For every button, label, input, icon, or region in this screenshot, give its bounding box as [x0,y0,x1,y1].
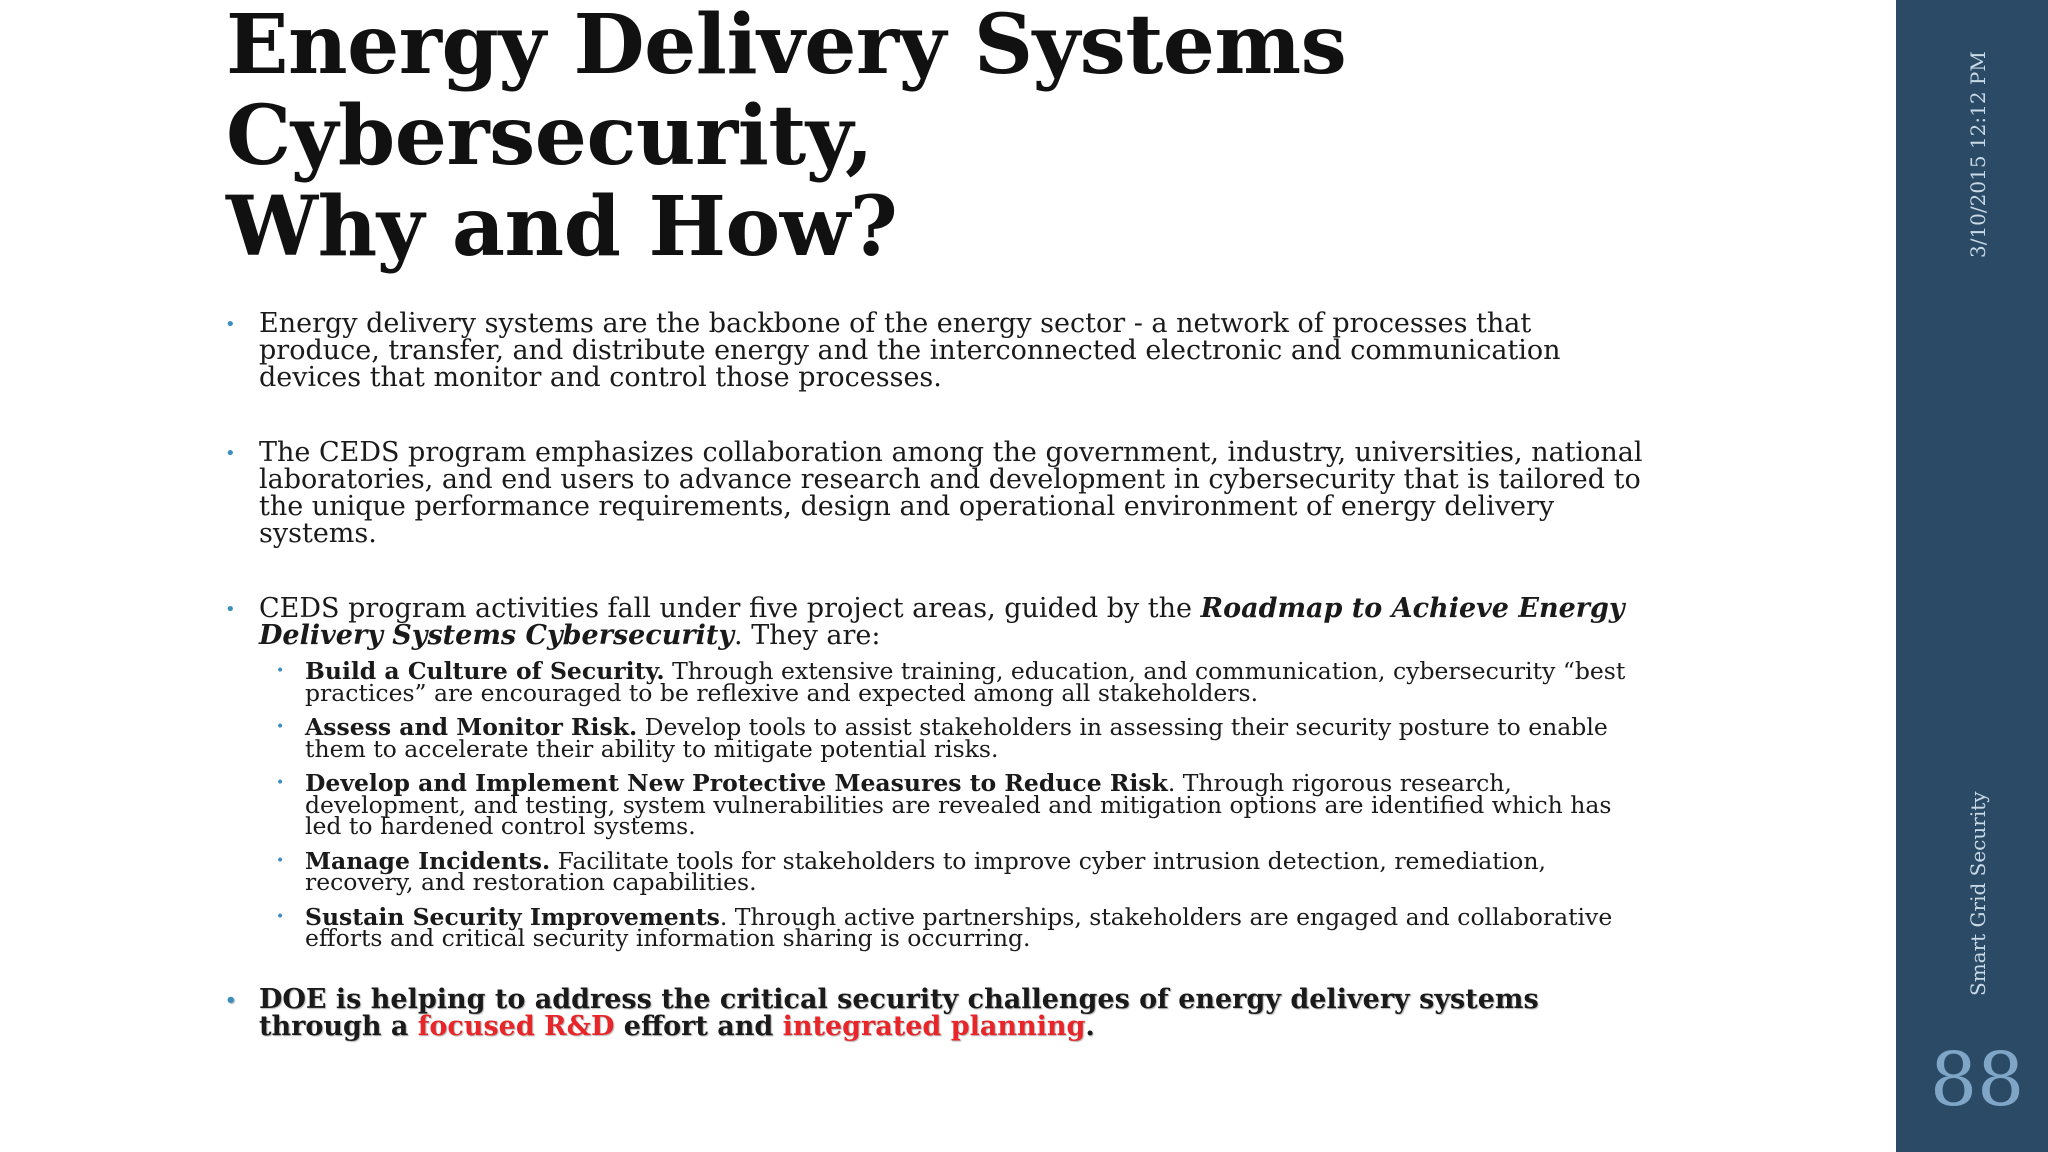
project-area-description: Facilitate tools for stakeholders to improve cyber intrusion detection, remediation, recovery, and restoration capabilities. [305,846,1546,896]
bullet-marker-icon: • [225,989,237,1011]
emphasis-focused-rd: focused R&D [417,1010,615,1042]
list-item [220,902,1650,952]
bullet-collaboration [220,439,1650,547]
project-area-description: Through extensive training, education, and communication, cybersecurity “best practices” are encouraged to be reflexive and expected among all stakeholders. [305,657,1626,707]
roadmap-title: Roadmap to Achieve Energy Delivery Systems Cybersecurity [259,593,1625,651]
bullet-text-prefix: CEDS program activities fall under five project areas, guided by the [259,593,1201,624]
project-area-name: Develop and Implement New Protective Measures to Reduce Risk [305,769,1168,797]
project-area-name: Assess and Monitor Risk. [305,713,638,741]
project-area-description: . Through rigorous research, development, and testing, system vulnerabilities are revealed and mitigation options are identified which has led to hardened control systems. [305,769,1612,840]
bullet-marker-icon: • [225,599,236,620]
summary-prefix: DOE is helping to address the critical security challenges of energy delivery systems through a [259,983,1539,1042]
sub-bullet-marker-icon: • [276,908,285,925]
project-area-name: Manage Incidents. [305,846,551,875]
slide-body [220,310,1650,1040]
list-item [220,657,1650,707]
list-item [220,846,1650,896]
list-item [220,713,1650,763]
summary-middle: effort and [614,1010,783,1042]
emphasis-integrated-planning: integrated planning [782,1010,1086,1042]
slide-date: 3/10/2015 12:12 PM [1966,51,1990,258]
project-area-description: . Through active partnerships, stakeholders are engaged and collaborative efforts and critical security information sharing is occurring. [305,902,1613,952]
slide-footer: Smart Grid Security [1966,791,1990,996]
page-number: 88 [1930,1037,2025,1123]
bullet-text: The CEDS program emphasizes collaboration among the government, industry, universities, national laboratories, and end users to advance research and development in cybersecurity that is tailored to the unique performance requirements, design and operational environment of energy delivery systems. [259,437,1643,549]
bullet-marker-icon: • [225,443,236,464]
sub-bullet-marker-icon: • [276,719,285,735]
sub-bullet-marker-icon: • [276,775,285,791]
project-area-list [220,657,1650,952]
bullet-text: Energy delivery systems are the backbone of the energy sector - a network of processes that produce, transfer, and distribute energy and the interconnected electronic and communication devices that monitor and control those processes. [259,308,1561,393]
summary-suffix: . [1085,1010,1095,1042]
sub-bullet-marker-icon: • [276,852,285,869]
project-area-name: Build a Culture of Security. [305,657,665,685]
bullet-doe-summary [220,983,1650,1042]
project-area-description: Develop tools to assist stakeholders in assessing their security posture to enable them to accelerate their ability to mitigate potential risks. [305,713,1608,763]
title-line-1: Energy Delivery Systems [226,0,1347,93]
bullet-marker-icon: • [225,314,236,335]
project-area-name: Sustain Security Improvements [305,902,720,931]
list-item [220,769,1650,840]
sub-bullet-marker-icon: • [276,663,285,679]
title-line-3: Why and How? [226,179,898,275]
bullet-backbone [220,310,1650,391]
bullet-text-suffix: . They are: [734,620,881,651]
slide-title [226,0,1726,273]
title-line-2: Cybersecurity, [226,88,874,184]
bullet-project-areas [220,595,1650,649]
